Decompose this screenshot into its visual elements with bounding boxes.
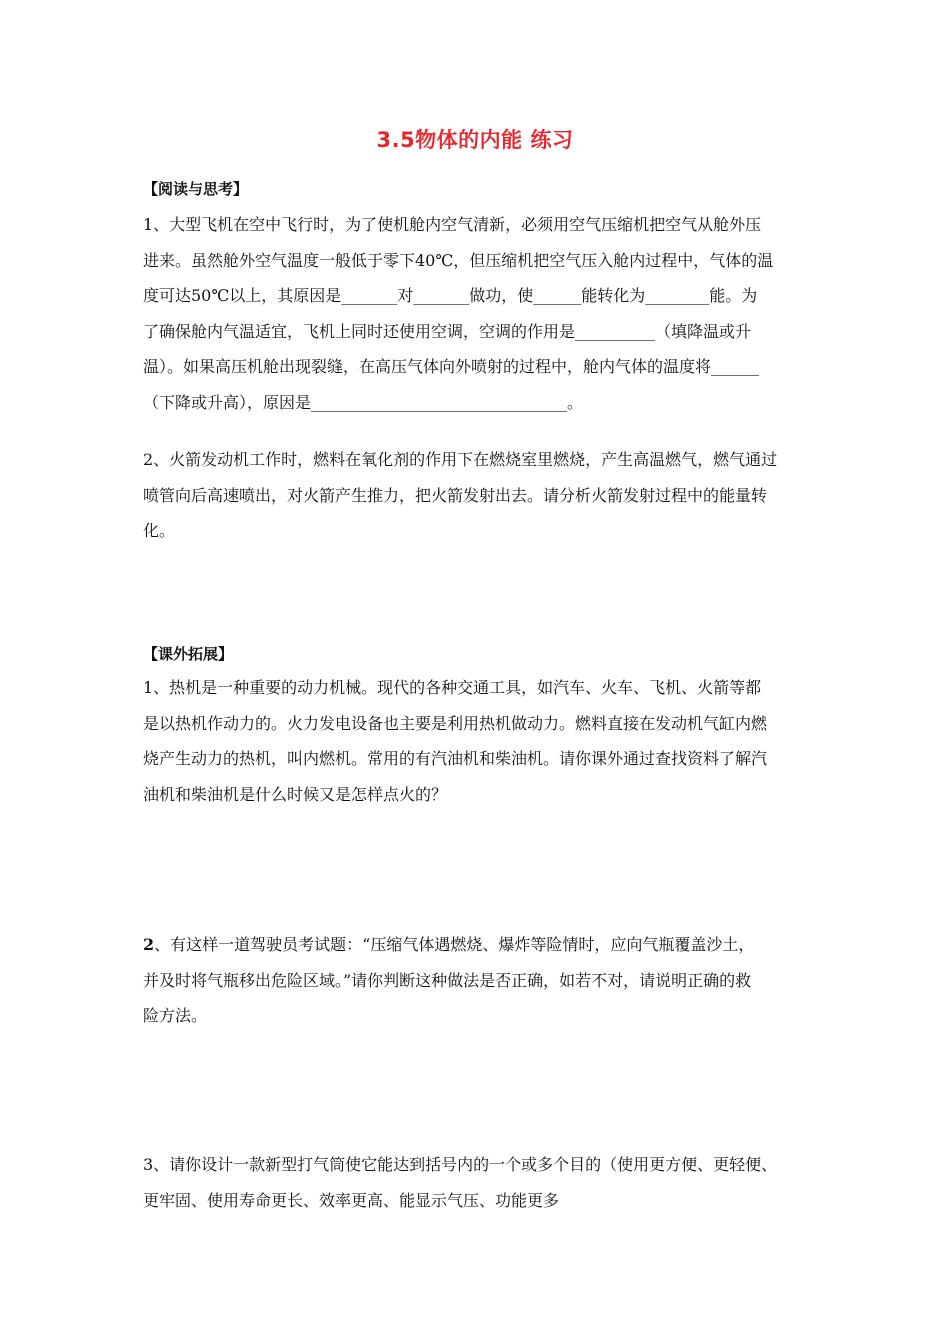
text-line: 喷管向后高速喷出，对火箭产生推力，把火箭发射出去。请分析火箭发射过程中的能量转 [143,485,768,505]
text-line: 2、火箭发动机工作时，燃料在氧化剂的作用下在燃烧室里燃烧，产生高温燃气，燃气通过 [143,450,778,469]
text-line: 度可达50℃以上，其原因是_______对_______做功，使______能转化为________能。为 [143,286,758,306]
question-1-extension [143,670,813,812]
text-line: 化。 [143,521,176,541]
text-line: 烧产生动力的热机，叫内燃机。常用的有汽油机和柴油机。请你课外通过查找资料了解汽 [143,749,768,769]
text-line: 了确保舱内气温适宜，飞机上同时还使用空调，空调的作用是__________（填降温或升 [143,321,752,341]
text-line: 1、大型飞机在空中飞行时，为了使机舱内空气清新，必须用空气压缩机把空气从舱外压 [143,215,762,234]
section-heading-reading: 【阅读与思考】 [143,180,249,198]
question-1-reading [143,207,813,421]
text-line: 更牢固、使用寿命更长、效率更高、能显示气压、功能更多 [143,1190,560,1210]
text-line: 1、热机是一种重要的动力机械。现代的各种交通工具，如汽车、火车、飞机、火箭等都 [143,678,762,697]
question-3-extension [143,1147,813,1218]
text-line: 是以热机作动力的。火力发电设备也主要是利用热机做动力。燃料直接在发动机气缸内燃 [143,713,768,733]
question-2-extension [143,927,813,1034]
section-heading-extension: 【课外拓展】 [143,645,234,663]
text-line: 油机和柴油机是什么时候又是怎样点火的？ [143,784,448,804]
text-line: （下降或升高），原因是________________________________。 [143,392,584,412]
text-line: 3、请你设计一款新型打气筒使它能达到括号内的一个或多个目的（使用更方便、更轻便、 [143,1155,778,1174]
question-text: 、有这样一道驾驶员考试题：“压缩气体遇燃烧、爆炸等险情时，应向气瓶覆盖沙土， [154,935,755,954]
page-title: 3.5物体的内能 练习 [376,128,574,152]
text-line: 温）。如果高压机舱出现裂缝，在高压气体向外喷射的过程中，舱内气体的温度将______ [143,357,760,377]
question-2-reading [143,442,813,549]
text-line: 险方法。 [143,1006,208,1026]
question-number: 2 [143,935,155,954]
text-line [143,927,813,963]
text-line: 并及时将气瓶移出危险区域。”请你判断这种做法是否正确，如若不对，请说明正确的救 [143,970,752,990]
text-line: 进来。虽然舱外空气温度一般低于零下40℃，但压缩机把空气压入舱内过程中，气体的温 [143,250,774,270]
